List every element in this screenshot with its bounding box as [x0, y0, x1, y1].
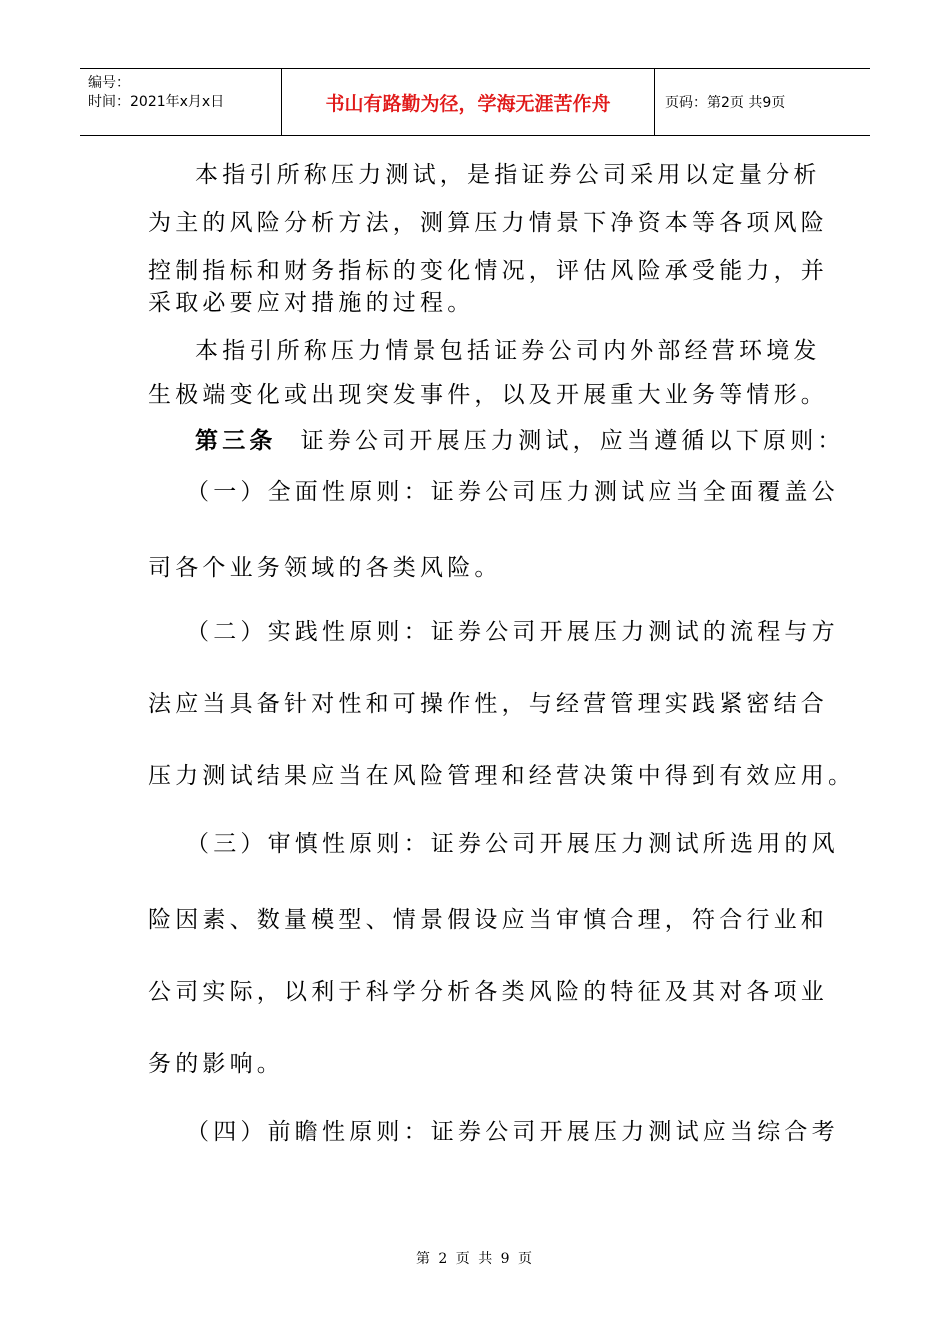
text-line: （四）前瞻性原则：证券公司开展压力测试应当综合考 — [186, 1119, 839, 1145]
text-line: （二）实践性原则：证券公司开展压力测试的流程与方 — [186, 619, 839, 645]
text-line: 务的影响。 — [148, 1051, 284, 1077]
text-line: （一）全面性原则：证券公司压力测试应当全面覆盖公 — [186, 479, 839, 505]
header-meta — [80, 69, 282, 135]
text-line: 司各个业务领域的各类风险。 — [148, 555, 502, 581]
text-line: 生极端变化或出现突发事件，以及开展重大业务等情形。 — [148, 382, 828, 408]
text-line: （三）审慎性原则：证券公司开展压力测试所选用的风 — [186, 831, 839, 857]
text-line: 压力测试结果应当在风险管理和经营决策中得到有效应用。 — [148, 763, 856, 789]
time-label: 时间：2021年x月x日 — [88, 94, 225, 110]
number-label: 编号： — [88, 75, 130, 91]
header-page-label: 页码：第2页 共9页 — [665, 95, 786, 111]
page-header — [80, 68, 870, 136]
text-line: 法应当具备针对性和可操作性，与经营管理实践紧密结合 — [148, 691, 828, 717]
text-line: 本指引所称压力情景包括证券公司内外部经营环境发 — [195, 338, 821, 364]
article-text: 证券公司开展压力测试，应当遵循以下原则： — [300, 428, 845, 454]
header-motto: 书山有路勤为径，学海无涯苦作舟 — [282, 69, 655, 135]
article-line — [195, 426, 845, 456]
page-footer: 第 2 页 共 9 页 — [415, 1251, 535, 1267]
text-line: 为主的风险分析方法，测算压力情景下净资本等各项风险 — [148, 210, 828, 236]
text-line: 控制指标和财务指标的变化情况，评估风险承受能力，并 — [148, 258, 828, 284]
article-label: 第三条 — [195, 427, 277, 454]
text-line: 公司实际，以利于科学分析各类风险的特征及其对各项业 — [148, 979, 828, 1005]
text-line: 采取必要应对措施的过程。 — [148, 290, 475, 316]
text-line: 险因素、数量模型、情景假设应当审慎合理，符合行业和 — [148, 907, 828, 933]
text-line: 本指引所称压力测试，是指证券公司采用以定量分析 — [195, 162, 821, 188]
